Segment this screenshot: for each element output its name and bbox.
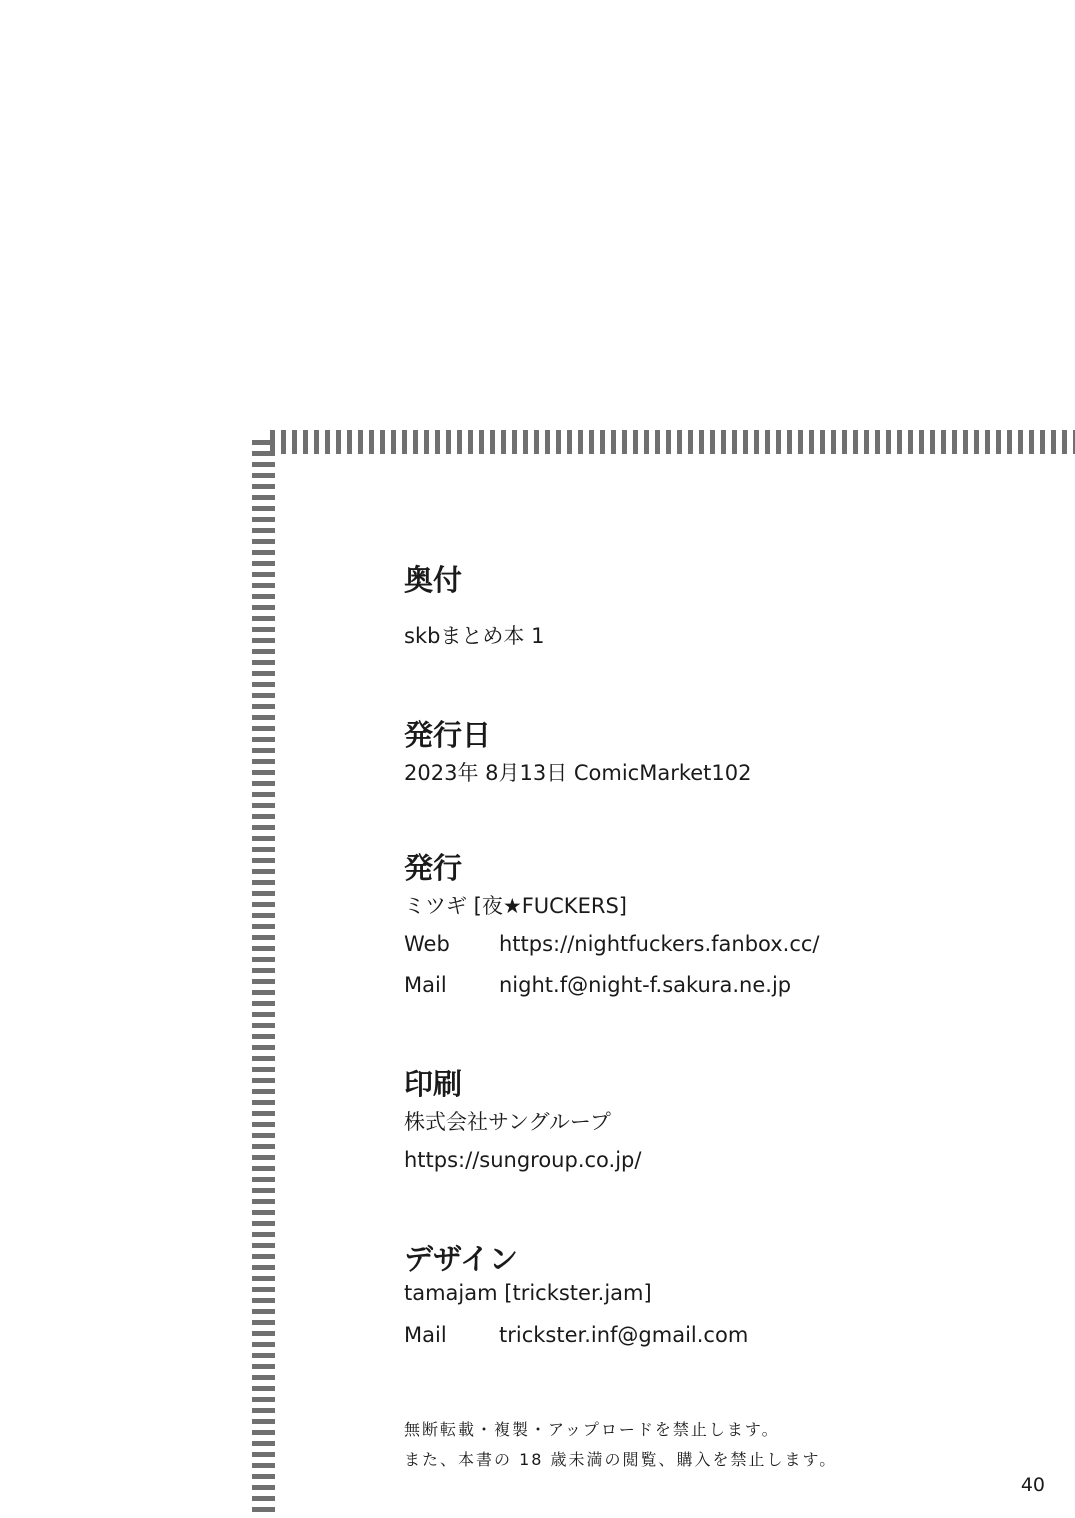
design-mail-link[interactable]: trickster.inf@gmail.com — [499, 1323, 749, 1347]
publisher-heading: 発行 — [404, 851, 463, 885]
design-name: tamajam [trickster.jam] — [404, 1281, 652, 1305]
date-value: 2023年 8月13日 ComicMarket102 — [404, 761, 752, 785]
publisher-name: ミツギ [夜★FUCKERS] — [404, 894, 627, 918]
notice-line-1: 無断転載・複製・アップロードを禁止します。 — [404, 1420, 780, 1439]
dashed-frame-left — [252, 440, 275, 1518]
design-heading: デザイン — [404, 1242, 518, 1276]
publisher-mail-link[interactable]: night.f@night-f.sakura.ne.jp — [499, 973, 792, 997]
page-number: 40 — [1020, 1474, 1045, 1496]
print-heading: 印刷 — [404, 1067, 463, 1101]
print-company: 株式会社サングループ — [404, 1110, 611, 1134]
design-mail-label: Mail — [404, 1323, 447, 1347]
date-heading: 発行日 — [404, 718, 492, 752]
notice-line-2: また、本書の 18 歳未満の閲覧、購入を禁止します。 — [404, 1450, 838, 1469]
colophon-heading: 奥付 — [404, 563, 463, 597]
publisher-web-link[interactable]: https://nightfuckers.fanbox.cc/ — [499, 932, 820, 956]
dashed-frame-top — [270, 430, 1075, 454]
publisher-web-label: Web — [404, 932, 450, 956]
book-title: skbまとめ本 1 — [404, 624, 545, 648]
print-url-link[interactable]: https://sungroup.co.jp/ — [404, 1148, 642, 1172]
publisher-mail-label: Mail — [404, 973, 447, 997]
